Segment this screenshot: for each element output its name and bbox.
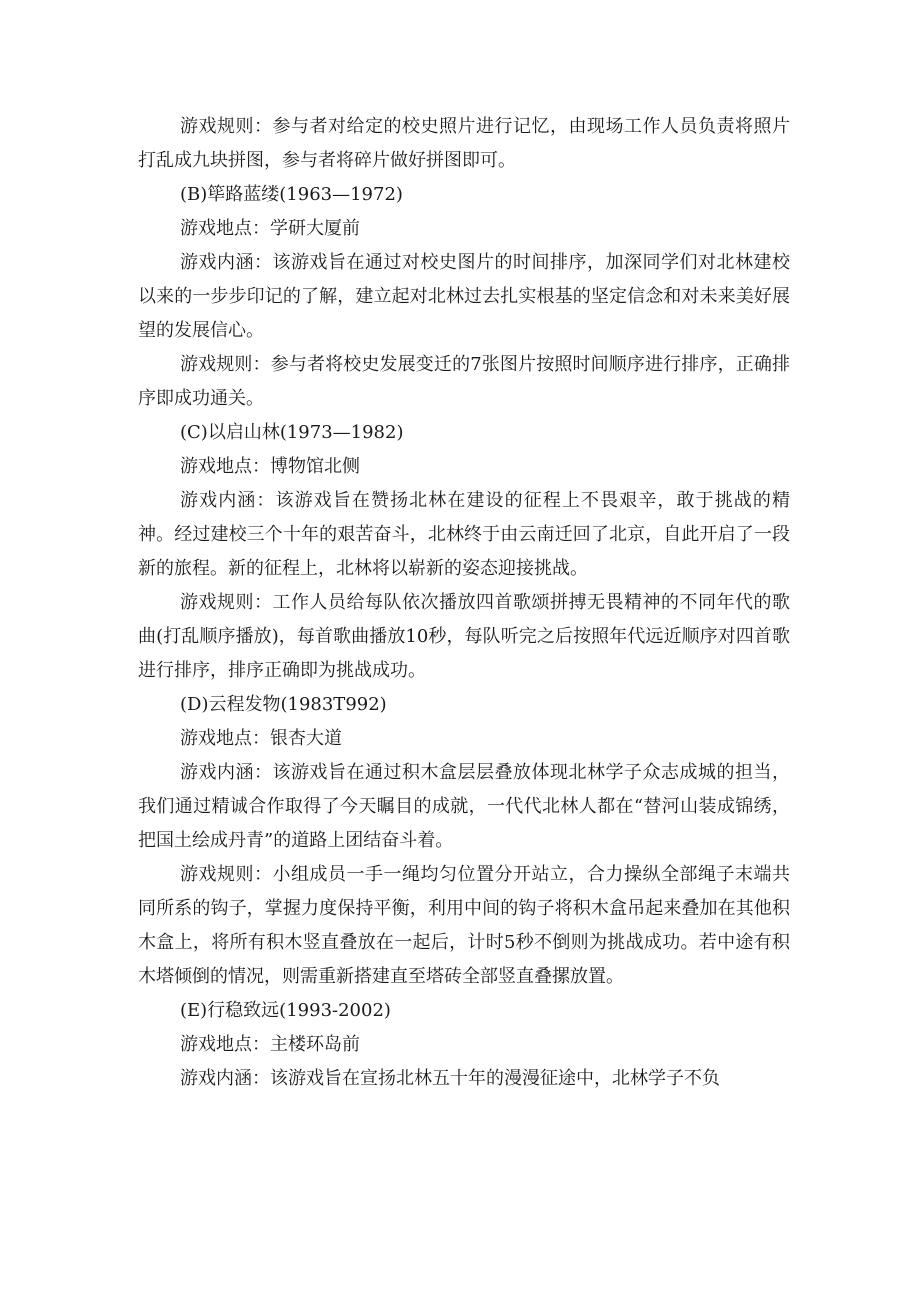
paragraph-rules-b: 游戏规则：参与者将校史发展变迁的7张图片按照时间顺序进行排序，正确排序即成功通关。 — [138, 354, 790, 409]
paragraph-location-d: 游戏地点：银杏大道 — [180, 728, 342, 749]
paragraph-location-c: 游戏地点：博物馆北侧 — [180, 456, 360, 477]
paragraph-meaning-d: 游戏内涵：该游戏旨在通过积木盒层层叠放体现北林学子众志成城的担当，我们通过精诚合作取得了今天瞩目的成就，一代代北林人都在“替河山装成锦绣，把国土绘成丹青”的道路上团结奋斗着。 — [138, 762, 790, 851]
paragraph-rules-a: 游戏规则：参与者对给定的校史照片进行记忆，由现场工作人员负责将照片打乱成九块拼图，参与者将碎片做好拼图即可。 — [138, 116, 790, 171]
document-body — [138, 110, 790, 1096]
paragraph-rules-d: 游戏规则：小组成员一手一绳均匀位置分开站立，合力操纵全部绳子末端共同所系的钩子，掌握力度保持平衡，利用中间的钩子将积木盒吊起来叠加在其他积木盒上，将所有积木竖直叠放在一起后，计时5秒不倒则为挑战成功。若中途有积木塔倾倒的情况，则需重新搭建直至塔砖全部竖直叠摞放置。 — [138, 864, 790, 987]
section-heading-b: (B)筚路蓝缕(1963—1972) — [180, 184, 403, 205]
paragraph-meaning-b: 游戏内涵：该游戏旨在通过对校史图片的时间排序，加深同学们对北林建校以来的一步步印记的了解，建立起对北林过去扎实根基的坚定信念和对未来美好展望的发展信心。 — [138, 252, 790, 341]
paragraph-location-e: 游戏地点：主楼环岛前 — [180, 1034, 360, 1055]
section-heading-d: (D)云程发物(1983T992) — [180, 694, 387, 715]
section-heading-c: (C)以启山林(1973—1982) — [180, 422, 404, 443]
section-heading-e: (E)行稳致远(1993-2002) — [180, 1000, 391, 1021]
paragraph-location-b: 游戏地点：学研大厦前 — [180, 218, 360, 239]
paragraph-meaning-c: 游戏内涵：该游戏旨在赞扬北林在建设的征程上不畏艰辛，敢于挑战的精神。经过建校三个十年的艰苦奋斗，北林终于由云南迁回了北京，自此开启了一段新的旅程。新的征程上，北林将以崭新的姿态迎接挑战。 — [138, 490, 790, 579]
paragraph-rules-c: 游戏规则：工作人员给每队依次播放四首歌颂拼搏无畏精神的不同年代的歌曲(打乱顺序播放)，每首歌曲播放10秒，每队听完之后按照年代远近顺序对四首歌进行排序，排序正确即为挑战成功。 — [138, 592, 790, 681]
paragraph-meaning-e: 游戏内涵：该游戏旨在宣扬北林五十年的漫漫征途中，北林学子不负 — [180, 1068, 720, 1089]
